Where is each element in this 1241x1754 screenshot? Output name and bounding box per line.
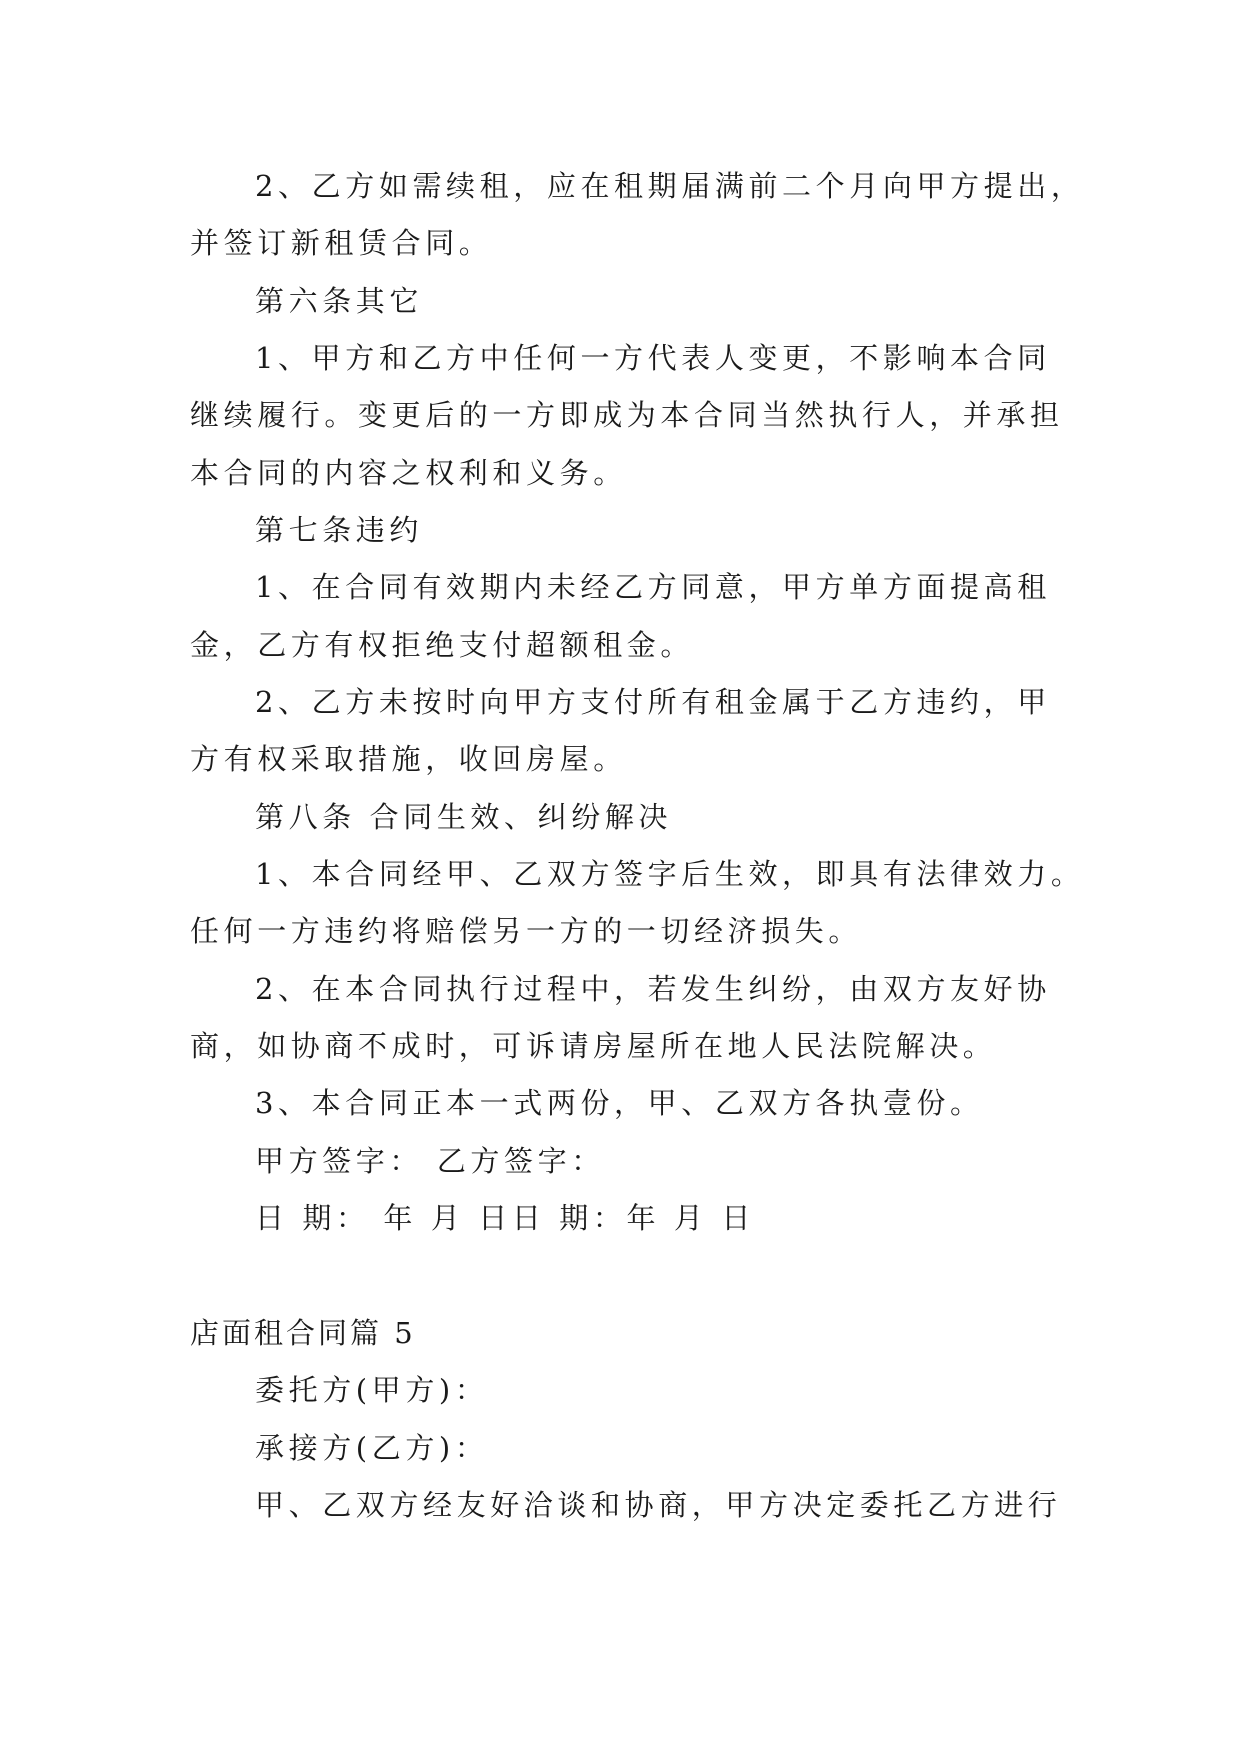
signature-line: 甲方签字： 乙方签字： [255, 1144, 605, 1178]
heading-article-8: 第八条 合同生效、纠纷解决 [255, 800, 673, 834]
paragraph-effective-cont: 任何一方违约将赔偿另一方的一切经济损失。 [190, 914, 863, 948]
paragraph-copies: 3、本合同正本一式两份，甲、乙双方各执壹份。 [255, 1086, 984, 1120]
paragraph-late-payment-cont: 方有权采取措施，收回房屋。 [190, 742, 627, 776]
section-title: 店面租合同篇 5 [190, 1316, 416, 1350]
paragraph-rent-increase-cont: 金，乙方有权拒绝支付超额租金。 [190, 628, 695, 662]
paragraph-rent-increase: 1、在合同有效期内未经乙方同意，甲方单方面提高租 [255, 570, 1051, 604]
heading-article-6: 第六条其它 [255, 284, 424, 318]
paragraph-representative-change-end: 本合同的内容之权利和义务。 [190, 456, 627, 490]
paragraph-renewal-cont: 并签订新租赁合同。 [190, 226, 493, 260]
paragraph-renewal: 2、乙方如需续租，应在租期届满前二个月向甲方提出， [255, 169, 1085, 203]
heading-article-7: 第七条违约 [255, 513, 424, 547]
party-b-line: 承接方(乙方)： [255, 1431, 489, 1465]
paragraph-representative-change-cont: 继续履行。变更后的一方即成为本合同当然执行人，并承担 [190, 398, 1064, 432]
paragraph-representative-change: 1、甲方和乙方中任何一方代表人变更，不影响本合同 [255, 341, 1051, 375]
paragraph-late-payment: 2、乙方未按时向甲方支付所有租金属于乙方违约，甲 [255, 685, 1051, 719]
party-a-line: 委托方(甲方)： [255, 1373, 489, 1407]
date-line: 日 期： 年 月 日日 期：年 月 日 [255, 1201, 755, 1235]
paragraph-agreement: 甲、乙双方经友好洽谈和协商，甲方决定委托乙方进行 [255, 1488, 1062, 1522]
paragraph-effective: 1、本合同经甲、乙双方签字后生效，即具有法律效力。 [255, 857, 1085, 891]
paragraph-dispute-cont: 商，如协商不成时，可诉请房屋所在地人民法院解决。 [190, 1029, 997, 1063]
paragraph-dispute: 2、在本合同执行过程中，若发生纠纷，由双方友好协 [255, 972, 1051, 1006]
